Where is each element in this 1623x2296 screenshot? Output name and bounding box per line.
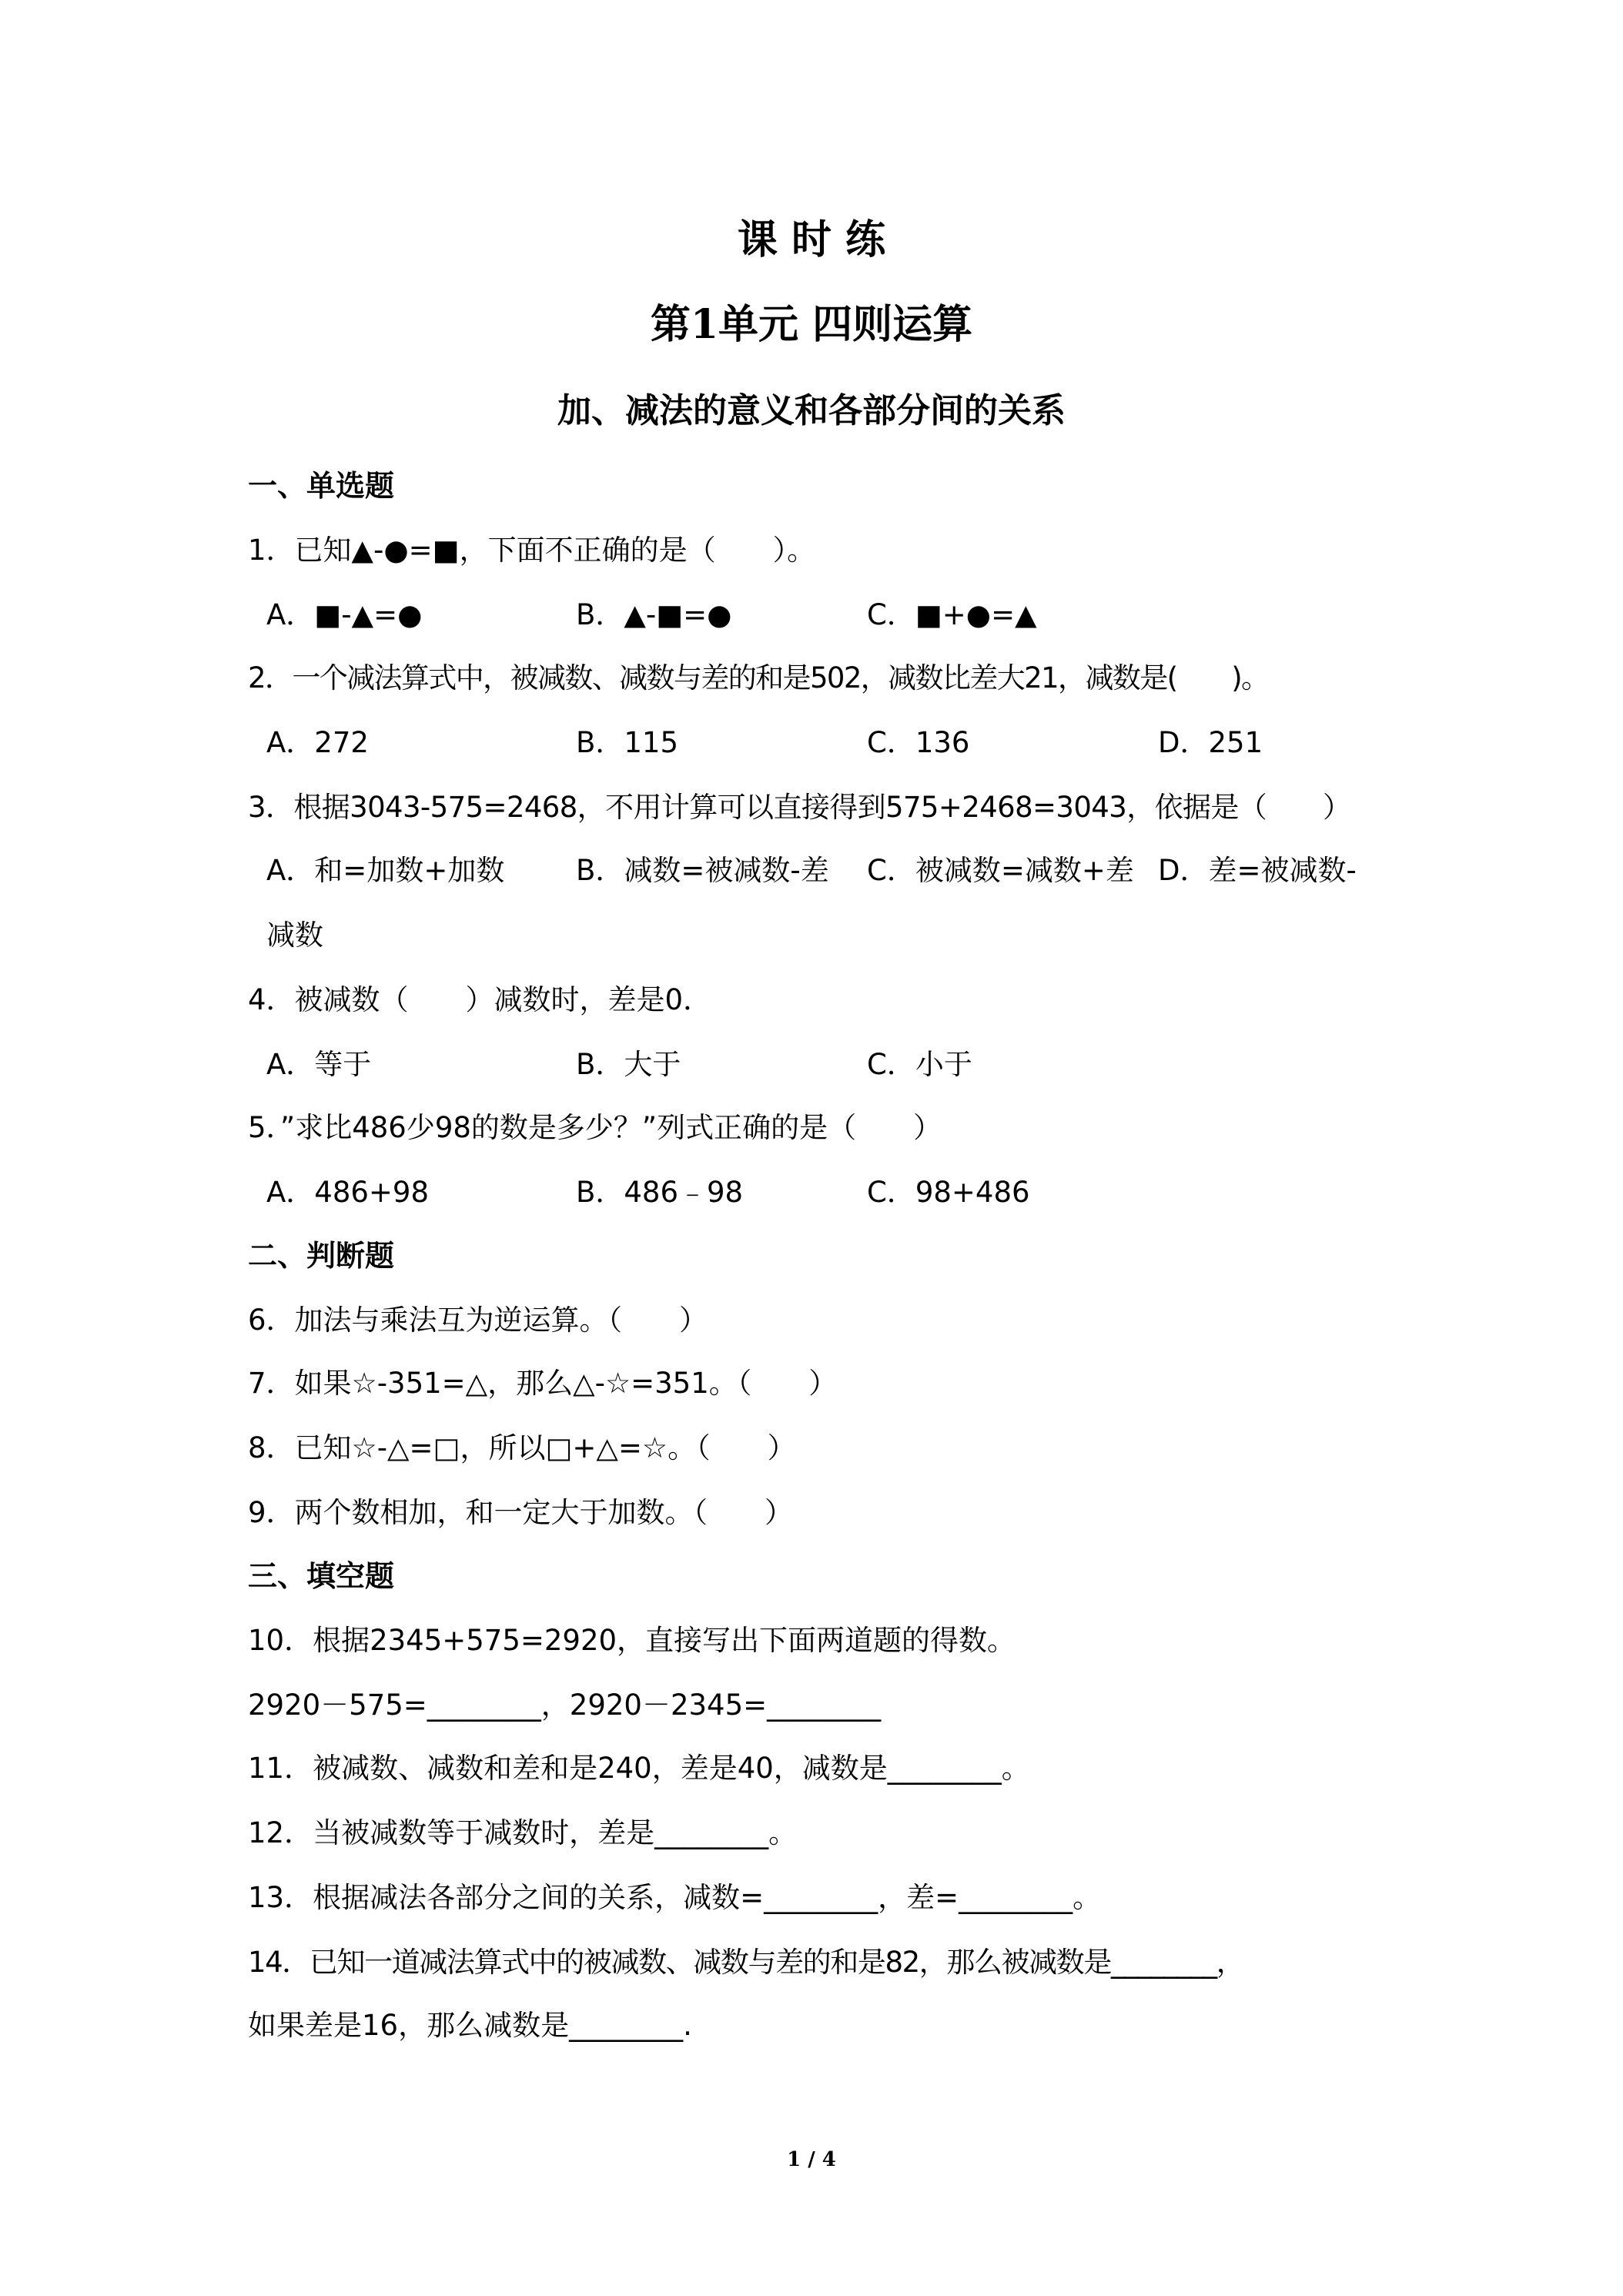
question-3-option-c: C．被减数=减数+差 bbox=[867, 854, 1134, 887]
question-5-option-c: C．98+486 bbox=[867, 1176, 1030, 1209]
question-2-option-a: A．272 bbox=[266, 726, 369, 759]
question-6: 6．加法与乘法互为逆运算。（ ） bbox=[248, 1304, 708, 1337]
lesson-title: 加、减法的意义和各部分间的关系 bbox=[557, 391, 1066, 430]
question-8: 8．已知☆-△=□，所以□+△=☆。（ ） bbox=[248, 1431, 796, 1464]
question-4-option-c: C．小于 bbox=[867, 1048, 972, 1081]
question-5-option-b: B．486﹣98 bbox=[576, 1176, 744, 1209]
unit-title: 第1单元 四则运算 bbox=[650, 301, 973, 348]
question-5-option-a: A．486+98 bbox=[266, 1176, 430, 1209]
question-11: 11．被减数、减数和差和是240，差是40，减数是________。 bbox=[248, 1752, 1030, 1785]
section-heading-single-choice: 一、单选题 bbox=[248, 469, 395, 503]
section-heading-true-false: 二、判断题 bbox=[248, 1239, 395, 1273]
question-14-line-2: 如果差是16，那么减数是________. bbox=[248, 2009, 692, 2042]
question-10-stem: 10．根据2345+575=2920，直接写出下面两道题的得数。 bbox=[248, 1624, 1016, 1657]
question-3-option-b: B．减数=被减数-差 bbox=[576, 854, 829, 887]
question-13: 13．根据减法各部分之间的关系，减数=________，差=________。 bbox=[248, 1881, 1102, 1914]
question-1-option-c: C．■+●=▲ bbox=[867, 598, 1037, 631]
question-2-option-c: C．136 bbox=[867, 726, 970, 759]
question-3-option-a: A．和=加数+加数 bbox=[266, 854, 505, 887]
question-3-option-d-wrap: 减数 bbox=[266, 919, 323, 952]
question-4-stem: 4．被减数（ ）减数时，差是0． bbox=[248, 983, 712, 1016]
page-number: 1 / 4 bbox=[787, 2148, 836, 2171]
question-2-option-b: B．115 bbox=[576, 726, 679, 759]
question-14-line-1: 14．已知一道减法算式中的被减数、减数与差的和是82，那么被减数是________， bbox=[248, 1946, 1244, 1979]
question-2-stem: 2．一个减法算式中，被减数、减数与差的和是502，减数比差大21，减数是( )。 bbox=[248, 661, 1269, 694]
question-1-option-b: B．▲-■=● bbox=[576, 598, 732, 631]
question-9: 9．两个数相加，和一定大于加数。（ ） bbox=[248, 1496, 794, 1529]
question-12: 12．当被减数等于减数时，差是________。 bbox=[248, 1816, 798, 1849]
question-4-option-a: A．等于 bbox=[266, 1048, 372, 1081]
question-5-stem: 5．”求比486少98的数是多少？”列式正确的是（ ） bbox=[248, 1111, 942, 1144]
question-4-option-b: B．大于 bbox=[576, 1048, 681, 1081]
question-7: 7．如果☆-351=△，那么△-☆=351。（ ） bbox=[248, 1367, 838, 1400]
question-1-option-a: A．■-▲=● bbox=[266, 598, 423, 631]
section-heading-fill-blank: 三、填空题 bbox=[248, 1559, 395, 1593]
page-title: 课 时 练 bbox=[737, 216, 886, 263]
question-10-line: 2920－575=________，2920－2345=________ bbox=[248, 1689, 882, 1722]
question-3-option-d: D．差=被减数- bbox=[1158, 854, 1357, 887]
question-2-option-d: D．251 bbox=[1158, 726, 1263, 759]
question-3-stem: 3．根据3043-575=2468，不用计算可以直接得到575+2468=3043，依据是（ ） bbox=[248, 791, 1351, 824]
question-1-stem: 1．已知▲-●=■，下面不正确的是（ ）。 bbox=[248, 534, 816, 567]
